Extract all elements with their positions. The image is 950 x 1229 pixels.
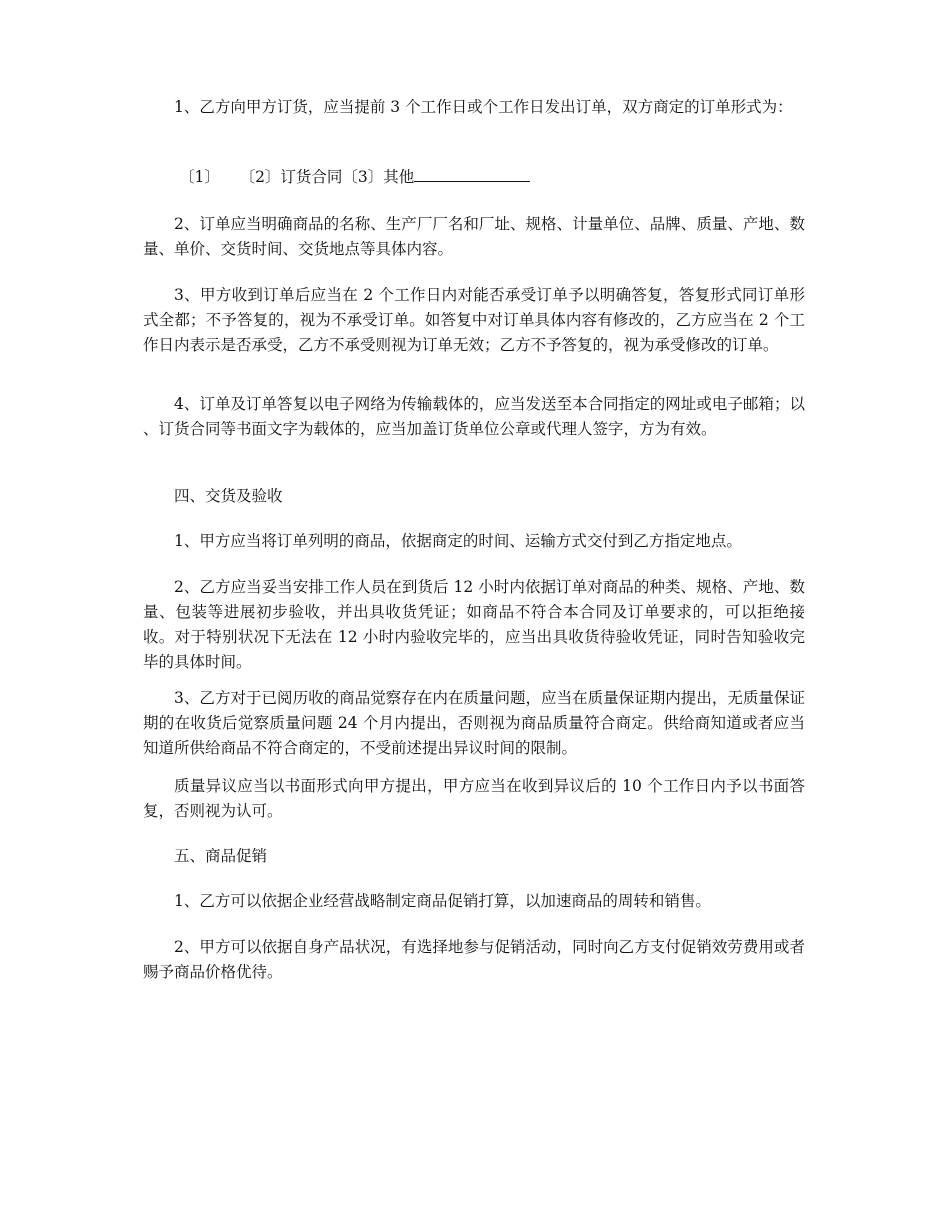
- paragraph-quality-issues: 3、乙方对于已阅历收的商品觉察存在内在质量问题，应当在质量保证期内提出，无质量保证期的在收货后觉察质量问题 24 个月内提出，否则视为商品质量符合商定。供给商知道或者应当知道所供给商品不符合商定的，不受前述提出异议时间的限制。: [143, 689, 805, 757]
- paragraph-promotion-participation: 2、甲方可以依据自身产品状况，有选择地参与促销活动，同时向乙方支付促销效劳费用或者赐予商品价格优待。: [143, 938, 805, 981]
- paragraph-order-reply: 3、甲方收到订单后应当在 2 个工作日内对能否承受订单予以明确答复，答复形式同订单形式全都；不予答复的，视为不承受订单。如答复中对订单具体内容有修改的，乙方应当在 2 个工作日内表示是否承受，乙方不承受则视为订单无效；乙方不予答复的，视为承受修改的订单。: [143, 286, 805, 354]
- paragraph-delivery: 1、甲方应当将订单列明的商品，依据商定的时间、运输方式交付到乙方指定地点。: [174, 532, 742, 550]
- paragraph-electronic-orders: 4、订单及订单答复以电子网络为传输载体的，应当发送至本合同指定的网址或电子邮箱；以 、订货合同等书面文字为载体的，应当加盖订货单位公章或代理人签字，方为有效。: [143, 395, 825, 438]
- paragraph-order-placement: 1、乙方向甲方订货，应当提前 3 个工作日或个工作日发出订单，双方商定的订单形式为：: [174, 98, 793, 116]
- paragraph-order-content: 2、订单应当明确商品的名称、生产厂厂名和厂址、规格、计量单位、品牌、质量、产地、数量、单价、交货时间、交货地点等具体内容。: [143, 215, 805, 258]
- paragraph-quality-objection: 质量异议应当以书面形式向甲方提出，甲方应当在收到异议后的 10 个工作日内予以书面答复，否则视为认可。: [143, 777, 805, 820]
- other-form-blank-line: [414, 165, 530, 182]
- section-heading-promotion: 五、商品促销: [174, 847, 268, 865]
- section-heading-delivery: 四、交货及验收: [174, 487, 283, 505]
- order-forms-text: 〔1〕 〔2〕订货合同〔3〕其他: [179, 168, 415, 186]
- paragraph-inspection: 2、乙方应当妥当安排工作人员在到货后 12 小时内依据订单对商品的种类、规格、产地、数量、包装等进展初步验收，并出具收货凭证；如商品不符合本合同及订单要求的，可以拒绝接收。对于特别状况下无法在 12 小时内验收完毕的，应当出具收货待验收凭证，同时告知验收完毕的具体时间。: [143, 578, 805, 671]
- paragraph-promotion-plan: 1、乙方可以依据企业经营战略制定商品促销打算，以加速商品的周转和销售。: [174, 892, 711, 910]
- paragraph-order-forms: [143, 165, 805, 190]
